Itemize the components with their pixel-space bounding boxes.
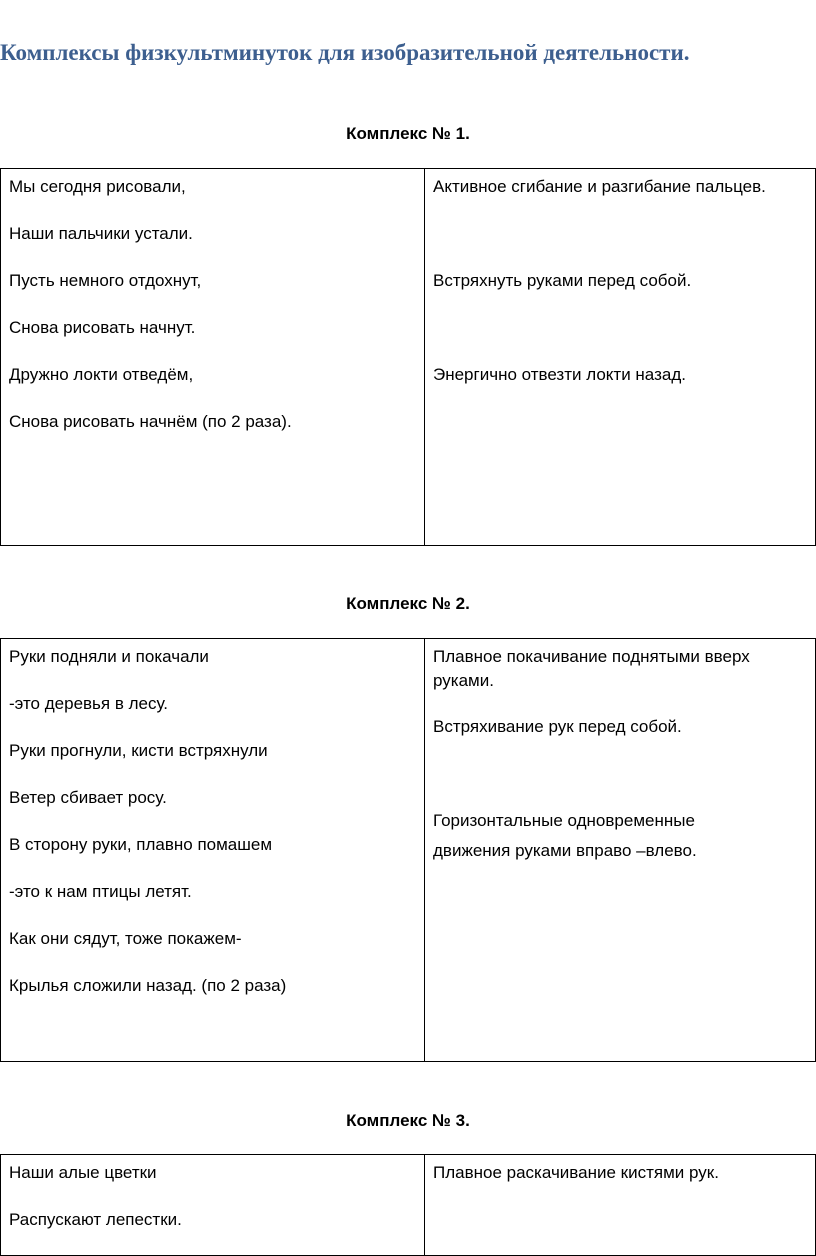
movement-line: Энергично отвезти локти назад. <box>433 365 686 384</box>
verse-line: Мы сегодня рисовали, <box>9 177 186 196</box>
movement-line: Горизонтальные одновременные <box>433 811 695 830</box>
verse-line: Руки прогнули, кисти встряхнули <box>9 741 268 760</box>
verse-line: Пусть немного отдохнут, <box>9 271 202 290</box>
complex-1-table <box>0 168 816 546</box>
movement-line: Плавное покачивание поднятыми вверх <box>433 647 750 666</box>
movement-line: руками. <box>433 671 494 690</box>
verse-line: Распускают лепестки. <box>9 1210 182 1229</box>
complex-3-heading: Комплекс № 3. <box>346 1111 470 1130</box>
verse-line: -это к нам птицы летят. <box>9 882 192 901</box>
verse-line: Руки подняли и покачали <box>9 647 209 666</box>
complex-2-heading: Комплекс № 2. <box>346 594 470 613</box>
movement-line: движения руками вправо –влево. <box>433 841 697 860</box>
complex-3-table <box>0 1154 816 1256</box>
verse-line: Наши пальчики устали. <box>9 224 193 243</box>
complex-3-verse-cell <box>1 1155 425 1256</box>
movement-line: Встряхнуть руками перед собой. <box>433 271 692 290</box>
movement-line: Активное сгибание и разгибание пальцев. <box>433 177 766 196</box>
complex-1-verse-cell <box>1 169 425 546</box>
complex-3-movement-cell <box>425 1155 816 1256</box>
verse-line: Крылья сложили назад. (по 2 раза) <box>9 976 287 995</box>
complex-2-verse-cell <box>1 639 425 1062</box>
complex-1-movement-cell <box>425 169 816 546</box>
verse-line: Дружно локти отведём, <box>9 365 194 384</box>
movement-line: Плавное раскачивание кистями рук. <box>433 1163 719 1182</box>
verse-line: В сторону руки, плавно помашем <box>9 835 273 854</box>
verse-line: Наши алые цветки <box>9 1163 157 1182</box>
verse-line: Ветер сбивает росу. <box>9 788 167 807</box>
complex-2-movement-cell <box>425 639 816 1062</box>
complex-1-heading: Комплекс № 1. <box>346 124 470 143</box>
verse-line: Снова рисовать начнут. <box>9 318 196 337</box>
verse-line: Снова рисовать начнём (по 2 раза). <box>9 412 292 431</box>
document-title: Комплексы физкультминуток для изобразительной деятельности. <box>0 40 690 65</box>
movement-line: Встряхивание рук перед собой. <box>433 717 682 736</box>
complex-2-table <box>0 638 816 1062</box>
verse-line: Как они сядут, тоже покажем- <box>9 929 242 948</box>
verse-line: -это деревья в лесу. <box>9 694 168 713</box>
